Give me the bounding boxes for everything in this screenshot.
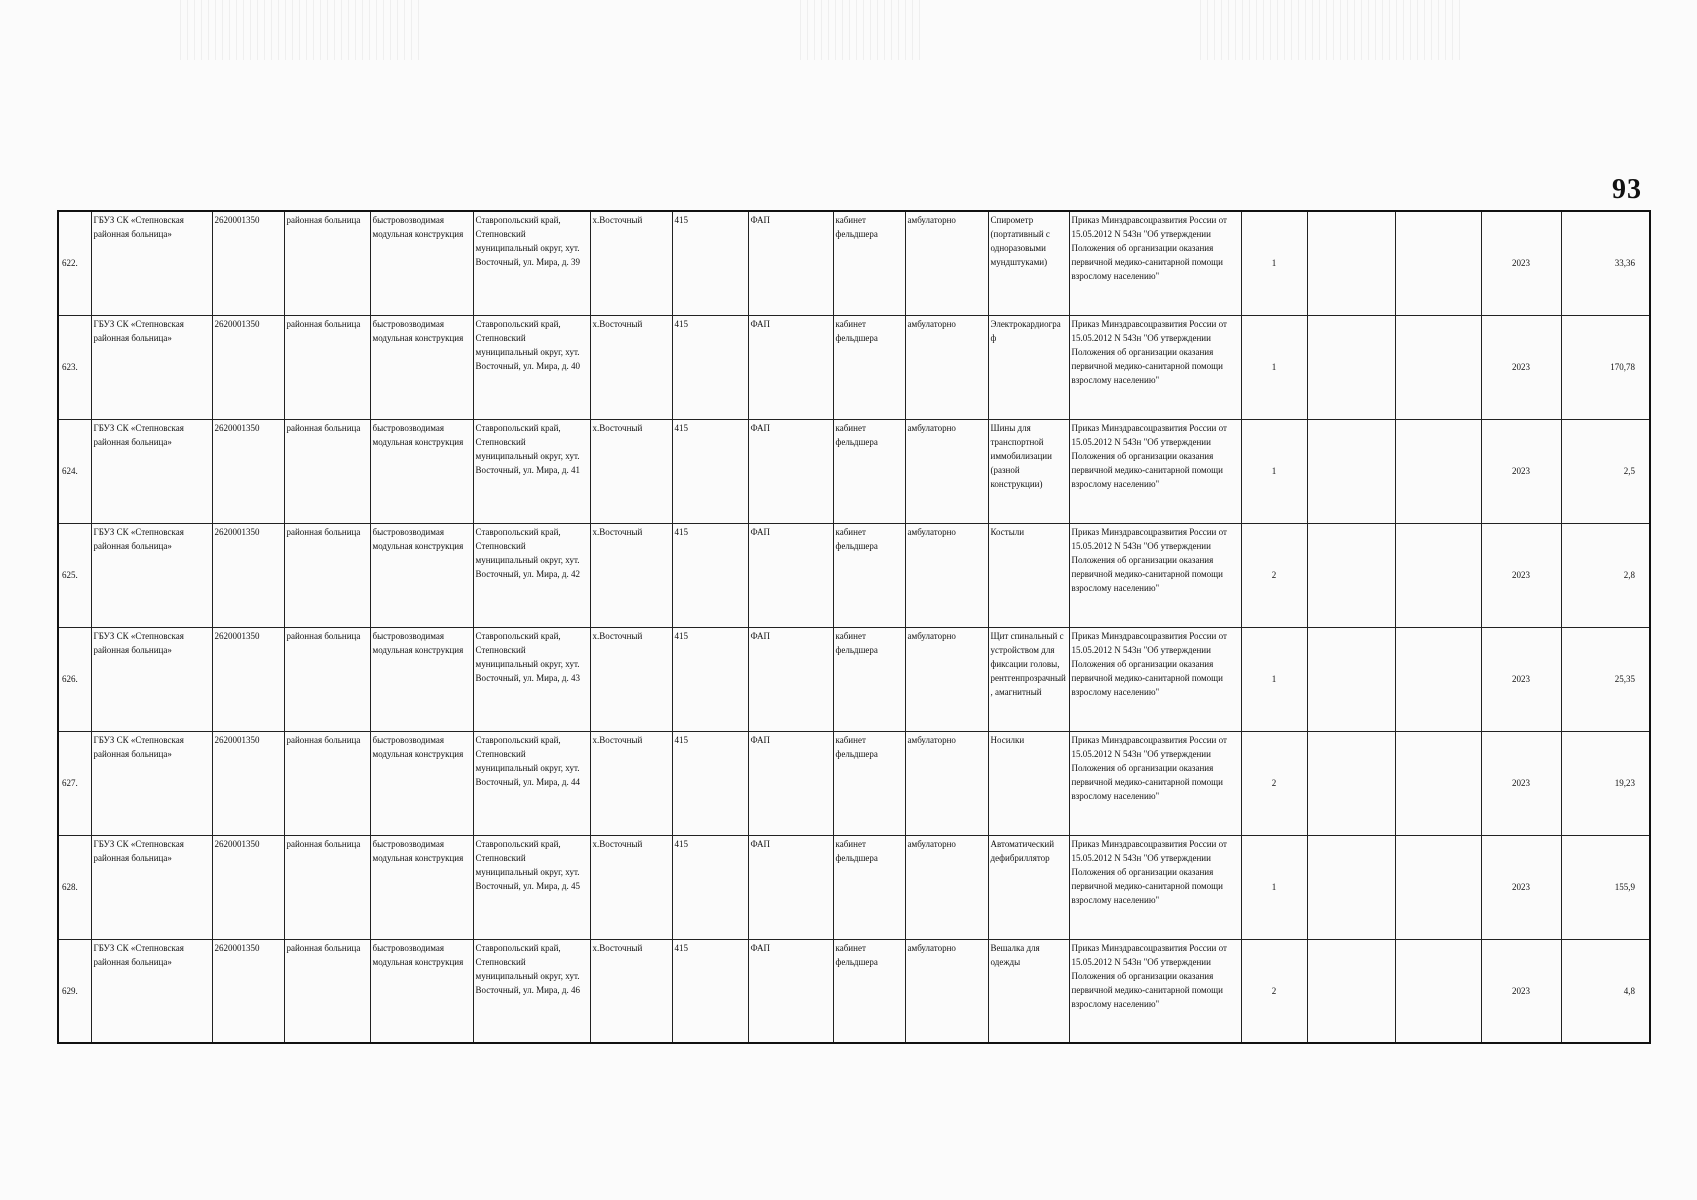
year-cell: 2023: [1481, 731, 1561, 835]
care-mode-cell: амбулаторно: [905, 211, 988, 315]
year-cell: 2023: [1481, 939, 1561, 1043]
row-number: 624.: [58, 419, 91, 523]
org-type-cell: районная больница: [284, 835, 370, 939]
population-cell: 415: [672, 939, 748, 1043]
building-type-cell: быстровозводимая модульная конструкция: [370, 627, 473, 731]
inn-cell: 2620001350: [212, 211, 284, 315]
room-cell: кабинет фельдшера: [833, 731, 905, 835]
table-row: [58, 627, 1650, 731]
population-cell: 415: [672, 523, 748, 627]
table-body: [58, 211, 1650, 1043]
quantity-cell: 2: [1241, 523, 1307, 627]
locality-cell: х.Восточный: [590, 211, 672, 315]
row-number: 625.: [58, 523, 91, 627]
regulation-cell: Приказ Минздравсоцразвития России от 15.05.2012 N 543н "Об утверждении Положения об организации оказания первичной медико-санитарной помощи взрослому населению": [1069, 315, 1241, 419]
empty-cell: [1307, 627, 1395, 731]
population-cell: 415: [672, 211, 748, 315]
room-cell: кабинет фельдшера: [833, 211, 905, 315]
quantity-cell: 1: [1241, 315, 1307, 419]
organization-cell: ГБУЗ СК «Степновская районная больница»: [91, 627, 212, 731]
empty-cell: [1307, 523, 1395, 627]
population-cell: 415: [672, 627, 748, 731]
empty-cell: [1395, 315, 1481, 419]
room-cell: кабинет фельдшера: [833, 523, 905, 627]
cost-cell: 2,8: [1561, 523, 1650, 627]
empty-cell: [1395, 627, 1481, 731]
address-cell: Ставропольский край, Степновский муниципальный округ, хут. Восточный, ул. Мира, д. 41: [473, 419, 590, 523]
regulation-cell: Приказ Минздравсоцразвития России от 15.05.2012 N 543н "Об утверждении Положения об организации оказания первичной медико-санитарной помощи взрослому населению": [1069, 211, 1241, 315]
empty-cell: [1307, 731, 1395, 835]
inn-cell: 2620001350: [212, 315, 284, 419]
quantity-cell: 2: [1241, 939, 1307, 1043]
empty-cell: [1395, 731, 1481, 835]
cost-cell: 2,5: [1561, 419, 1650, 523]
page-number: 93: [1612, 174, 1642, 205]
cost-cell: 19,23: [1561, 731, 1650, 835]
locality-cell: х.Восточный: [590, 627, 672, 731]
population-cell: 415: [672, 731, 748, 835]
building-type-cell: быстровозводимая модульная конструкция: [370, 211, 473, 315]
empty-cell: [1395, 211, 1481, 315]
empty-cell: [1307, 939, 1395, 1043]
regulation-cell: Приказ Минздравсоцразвития России от 15.05.2012 N 543н "Об утверждении Положения об организации оказания первичной медико-санитарной помощи взрослому населению": [1069, 627, 1241, 731]
quantity-cell: 1: [1241, 211, 1307, 315]
org-type-cell: районная больница: [284, 211, 370, 315]
empty-cell: [1307, 835, 1395, 939]
empty-cell: [1395, 835, 1481, 939]
empty-cell: [1395, 419, 1481, 523]
regulation-cell: Приказ Минздравсоцразвития России от 15.05.2012 N 543н "Об утверждении Положения об организации оказания первичной медико-санитарной помощи взрослому населению": [1069, 419, 1241, 523]
org-type-cell: районная больница: [284, 523, 370, 627]
building-type-cell: быстровозводимая модульная конструкция: [370, 419, 473, 523]
equipment-cell: Спирометр (портативный с одноразовыми мундштуками): [988, 211, 1069, 315]
care-mode-cell: амбулаторно: [905, 939, 988, 1043]
care-mode-cell: амбулаторно: [905, 627, 988, 731]
empty-cell: [1307, 211, 1395, 315]
room-cell: кабинет фельдшера: [833, 419, 905, 523]
unit-type-cell: ФАП: [748, 419, 833, 523]
care-mode-cell: амбулаторно: [905, 315, 988, 419]
equipment-cell: Костыли: [988, 523, 1069, 627]
empty-cell: [1395, 939, 1481, 1043]
inn-cell: 2620001350: [212, 419, 284, 523]
regulation-cell: Приказ Минздравсоцразвития России от 15.05.2012 N 543н "Об утверждении Положения об организации оказания первичной медико-санитарной помощи взрослому населению": [1069, 835, 1241, 939]
care-mode-cell: амбулаторно: [905, 835, 988, 939]
quantity-cell: 1: [1241, 835, 1307, 939]
organization-cell: ГБУЗ СК «Степновская районная больница»: [91, 939, 212, 1043]
equipment-cell: Автоматический дефибриллятор: [988, 835, 1069, 939]
organization-cell: ГБУЗ СК «Степновская районная больница»: [91, 315, 212, 419]
quantity-cell: 1: [1241, 419, 1307, 523]
unit-type-cell: ФАП: [748, 835, 833, 939]
room-cell: кабинет фельдшера: [833, 835, 905, 939]
locality-cell: х.Восточный: [590, 419, 672, 523]
population-cell: 415: [672, 419, 748, 523]
population-cell: 415: [672, 315, 748, 419]
unit-type-cell: ФАП: [748, 731, 833, 835]
building-type-cell: быстровозводимая модульная конструкция: [370, 939, 473, 1043]
inn-cell: 2620001350: [212, 835, 284, 939]
table-row: [58, 731, 1650, 835]
scan-noise-top: [180, 0, 420, 60]
organization-cell: ГБУЗ СК «Степновская районная больница»: [91, 211, 212, 315]
care-mode-cell: амбулаторно: [905, 419, 988, 523]
quantity-cell: 1: [1241, 627, 1307, 731]
building-type-cell: быстровозводимая модульная конструкция: [370, 315, 473, 419]
room-cell: кабинет фельдшера: [833, 627, 905, 731]
year-cell: 2023: [1481, 835, 1561, 939]
unit-type-cell: ФАП: [748, 211, 833, 315]
organization-cell: ГБУЗ СК «Степновская районная больница»: [91, 731, 212, 835]
inn-cell: 2620001350: [212, 627, 284, 731]
row-number: 627.: [58, 731, 91, 835]
row-number: 622.: [58, 211, 91, 315]
empty-cell: [1307, 315, 1395, 419]
org-type-cell: районная больница: [284, 419, 370, 523]
room-cell: кабинет фельдшера: [833, 315, 905, 419]
equipment-cell: Шины для транспортной иммобилизации (разной конструкции): [988, 419, 1069, 523]
cost-cell: 155,9: [1561, 835, 1650, 939]
row-number: 626.: [58, 627, 91, 731]
address-cell: Ставропольский край, Степновский муниципальный округ, хут. Восточный, ул. Мира, д. 44: [473, 731, 590, 835]
inn-cell: 2620001350: [212, 523, 284, 627]
table-row: [58, 939, 1650, 1043]
regulation-cell: Приказ Минздравсоцразвития России от 15.05.2012 N 543н "Об утверждении Положения об организации оказания первичной медико-санитарной помощи взрослому населению": [1069, 731, 1241, 835]
unit-type-cell: ФАП: [748, 315, 833, 419]
cost-cell: 33,36: [1561, 211, 1650, 315]
unit-type-cell: ФАП: [748, 939, 833, 1043]
equipment-cell: Электрокардиограф: [988, 315, 1069, 419]
organization-cell: ГБУЗ СК «Степновская районная больница»: [91, 419, 212, 523]
year-cell: 2023: [1481, 211, 1561, 315]
year-cell: 2023: [1481, 419, 1561, 523]
row-number: 628.: [58, 835, 91, 939]
building-type-cell: быстровозводимая модульная конструкция: [370, 835, 473, 939]
table-row: [58, 523, 1650, 627]
cost-cell: 4,8: [1561, 939, 1650, 1043]
scan-noise-top: [1200, 0, 1460, 60]
year-cell: 2023: [1481, 627, 1561, 731]
year-cell: 2023: [1481, 523, 1561, 627]
table-row: [58, 419, 1650, 523]
cost-cell: 170,78: [1561, 315, 1650, 419]
table-row: [58, 835, 1650, 939]
address-cell: Ставропольский край, Степновский муниципальный округ, хут. Восточный, ул. Мира, д. 45: [473, 835, 590, 939]
address-cell: Ставропольский край, Степновский муниципальный округ, хут. Восточный, ул. Мира, д. 39: [473, 211, 590, 315]
org-type-cell: районная больница: [284, 939, 370, 1043]
room-cell: кабинет фельдшера: [833, 939, 905, 1043]
table-row: [58, 211, 1650, 315]
equipment-cell: Носилки: [988, 731, 1069, 835]
inn-cell: 2620001350: [212, 731, 284, 835]
regulation-cell: Приказ Минздравсоцразвития России от 15.05.2012 N 543н "Об утверждении Положения об организации оказания первичной медико-санитарной помощи взрослому населению": [1069, 939, 1241, 1043]
care-mode-cell: амбулаторно: [905, 523, 988, 627]
building-type-cell: быстровозводимая модульная конструкция: [370, 731, 473, 835]
equipment-cell: Вешалка для одежды: [988, 939, 1069, 1043]
quantity-cell: 2: [1241, 731, 1307, 835]
care-mode-cell: амбулаторно: [905, 731, 988, 835]
building-type-cell: быстровозводимая модульная конструкция: [370, 523, 473, 627]
population-cell: 415: [672, 835, 748, 939]
empty-cell: [1307, 419, 1395, 523]
locality-cell: х.Восточный: [590, 523, 672, 627]
locality-cell: х.Восточный: [590, 939, 672, 1043]
scan-noise-top: [800, 0, 920, 60]
equipment-cell: Щит спинальный с устройством для фиксации головы, рентгенпрозрачный, амагнитный: [988, 627, 1069, 731]
empty-cell: [1395, 523, 1481, 627]
address-cell: Ставропольский край, Степновский муниципальный округ, хут. Восточный, ул. Мира, д. 46: [473, 939, 590, 1043]
org-type-cell: районная больница: [284, 627, 370, 731]
locality-cell: х.Восточный: [590, 315, 672, 419]
cost-cell: 25,35: [1561, 627, 1650, 731]
org-type-cell: районная больница: [284, 315, 370, 419]
address-cell: Ставропольский край, Степновский муниципальный округ, хут. Восточный, ул. Мира, д. 40: [473, 315, 590, 419]
locality-cell: х.Восточный: [590, 731, 672, 835]
inn-cell: 2620001350: [212, 939, 284, 1043]
year-cell: 2023: [1481, 315, 1561, 419]
row-number: 623.: [58, 315, 91, 419]
address-cell: Ставропольский край, Степновский муниципальный округ, хут. Восточный, ул. Мира, д. 43: [473, 627, 590, 731]
regulation-cell: Приказ Минздравсоцразвития России от 15.05.2012 N 543н "Об утверждении Положения об организации оказания первичной медико-санитарной помощи взрослому населению": [1069, 523, 1241, 627]
organization-cell: ГБУЗ СК «Степновская районная больница»: [91, 523, 212, 627]
equipment-register-table: [57, 210, 1651, 1044]
locality-cell: х.Восточный: [590, 835, 672, 939]
address-cell: Ставропольский край, Степновский муниципальный округ, хут. Восточный, ул. Мира, д. 42: [473, 523, 590, 627]
organization-cell: ГБУЗ СК «Степновская районная больница»: [91, 835, 212, 939]
org-type-cell: районная больница: [284, 731, 370, 835]
row-number: 629.: [58, 939, 91, 1043]
table-row: [58, 315, 1650, 419]
unit-type-cell: ФАП: [748, 523, 833, 627]
unit-type-cell: ФАП: [748, 627, 833, 731]
